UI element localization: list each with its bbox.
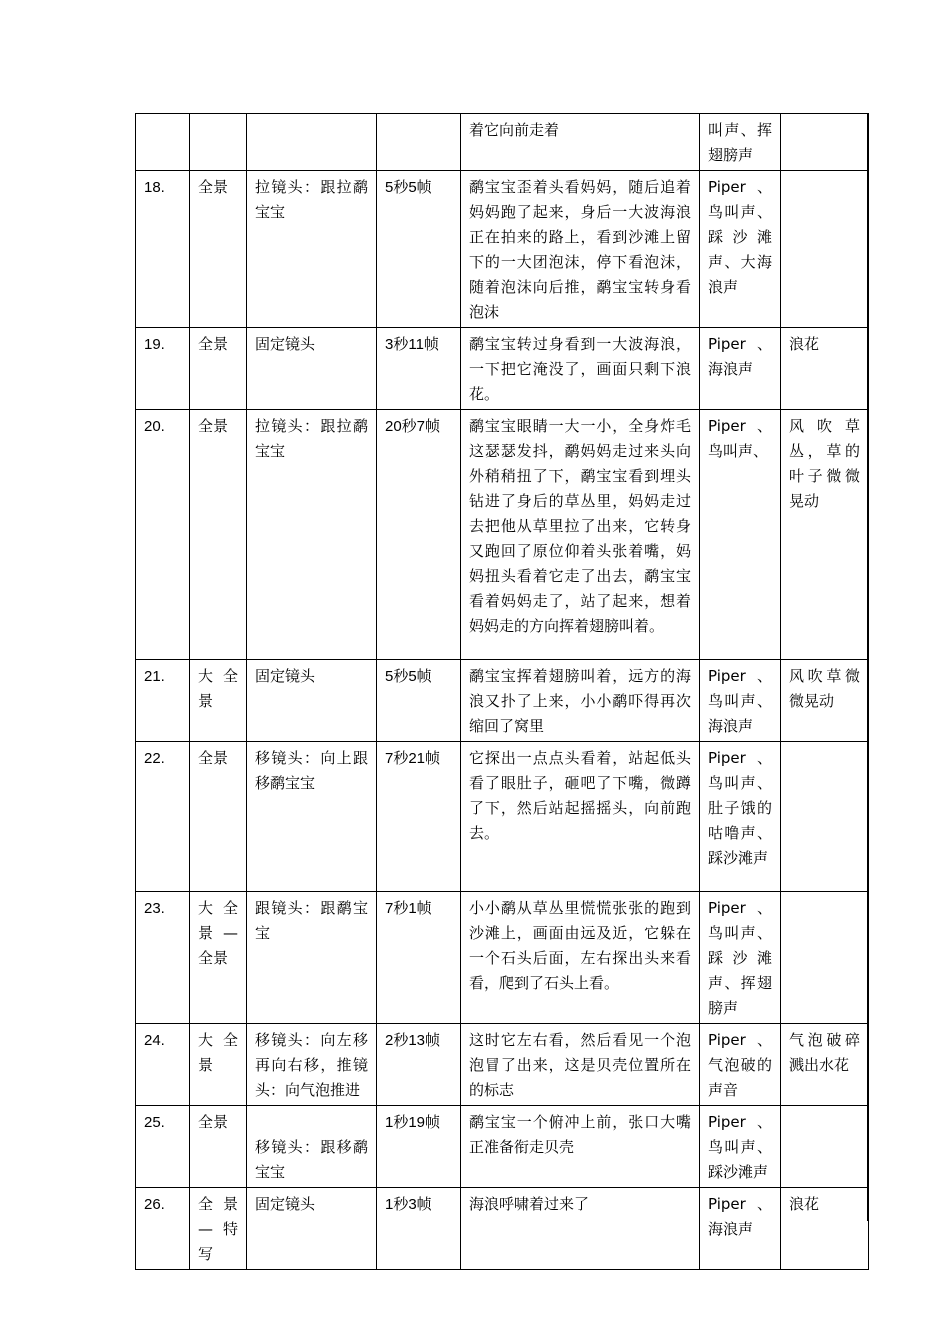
shot-duration: 7秒1帧	[377, 892, 461, 1024]
camera-movement: 拉镜头：跟拉鹬宝宝	[247, 410, 377, 660]
camera-movement: 固定镜头	[247, 1188, 377, 1270]
sound-effects: 叫声、挥翅膀声	[700, 114, 781, 171]
table-outer-border-line	[867, 113, 868, 1221]
camera-movement: 跟镜头：跟鹬宝宝	[247, 892, 377, 1024]
visual-effects: 浪花	[781, 1188, 869, 1270]
shot-duration: 2秒13帧	[377, 1024, 461, 1106]
shot-content: 它探出一点点头看着，站起低头看了眼肚子，砸吧了下嘴，微蹲了下，然后站起摇摇头，向前跑去。	[461, 742, 700, 892]
camera-movement: 移镜头：跟移鹬宝宝	[247, 1106, 377, 1188]
table-row	[136, 742, 869, 892]
sound-effects: Piper、鸟叫声、海浪声	[700, 660, 781, 742]
visual-effects: 风吹草丛，草的叶子微微晃动	[781, 410, 869, 660]
shot-content: 小小鹬从草丛里慌慌张张的跑到沙滩上，画面由远及近，它躲在一个石头后面，左右探出头来看看，爬到了石头上看。	[461, 892, 700, 1024]
shot-number: 22.	[136, 742, 190, 892]
shot-number: 23.	[136, 892, 190, 1024]
scene-size: 全景—特写	[190, 1188, 247, 1270]
shot-content: 鹬宝宝转过身看到一大波海浪，一下把它淹没了，画面只剩下浪花。	[461, 328, 700, 410]
visual-effects: 风吹草微微晃动	[781, 660, 869, 742]
sound-effects: Piper、气泡破的声音	[700, 1024, 781, 1106]
visual-effects	[781, 171, 869, 328]
table-row	[136, 892, 869, 1024]
shot-number: 21.	[136, 660, 190, 742]
table-row	[136, 1106, 869, 1188]
scene-size	[190, 114, 247, 171]
table-row	[136, 1188, 869, 1270]
scene-size: 全景	[190, 410, 247, 660]
sound-effects: Piper、鸟叫声、踩沙滩声、大海浪声	[700, 171, 781, 328]
sound-effects: Piper、鸟叫声、肚子饿的咕噜声、踩沙滩声	[700, 742, 781, 892]
camera-movement: 移镜头：向上跟移鹬宝宝	[247, 742, 377, 892]
shot-number: 26.	[136, 1188, 190, 1270]
shot-number: 24.	[136, 1024, 190, 1106]
camera-movement	[247, 114, 377, 171]
shot-duration: 7秒21帧	[377, 742, 461, 892]
visual-effects	[781, 742, 869, 892]
shot-duration: 3秒11帧	[377, 328, 461, 410]
visual-effects: 气泡破碎溅出水花	[781, 1024, 869, 1106]
camera-movement: 移镜头：向左移再向右移，推镜头：向气泡推进	[247, 1024, 377, 1106]
shot-duration: 5秒5帧	[377, 171, 461, 328]
scene-size: 全景	[190, 328, 247, 410]
sound-effects: Piper、海浪声	[700, 1188, 781, 1270]
table-row	[136, 1024, 869, 1106]
visual-effects: 浪花	[781, 328, 869, 410]
storyboard-table-container	[135, 113, 870, 1270]
shot-duration	[377, 114, 461, 171]
sound-effects: Piper、海浪声	[700, 328, 781, 410]
camera-movement: 拉镜头：跟拉鹬宝宝	[247, 171, 377, 328]
shot-number	[136, 114, 190, 171]
shot-number: 25.	[136, 1106, 190, 1188]
visual-effects	[781, 114, 869, 171]
scene-size: 大全景	[190, 660, 247, 742]
storyboard-body	[136, 114, 869, 1270]
shot-content: 鹬宝宝挥着翅膀叫着，远方的海浪又扑了上来，小小鹬吓得再次缩回了窝里	[461, 660, 700, 742]
scene-size: 全景	[190, 171, 247, 328]
sound-effects: Piper、鸟叫声、踩沙滩声、挥翅膀声	[700, 892, 781, 1024]
visual-effects	[781, 1106, 869, 1188]
shot-content: 海浪呼啸着过来了	[461, 1188, 700, 1270]
shot-content: 鹬宝宝歪着头看妈妈，随后追着妈妈跑了起来，身后一大波海浪正在拍来的路上，看到沙滩上留下的一大团泡沫，停下看泡沫，随着泡沫向后推，鹬宝宝转身看泡沫	[461, 171, 700, 328]
visual-effects	[781, 892, 869, 1024]
scene-size: 全景	[190, 742, 247, 892]
shot-content: 这时它左右看，然后看见一个泡泡冒了出来，这是贝壳位置所在的标志	[461, 1024, 700, 1106]
scene-size: 大全景—全景	[190, 892, 247, 1024]
scene-size: 大全景	[190, 1024, 247, 1106]
shot-duration: 1秒3帧	[377, 1188, 461, 1270]
table-row	[136, 171, 869, 328]
storyboard-table	[135, 113, 869, 1270]
shot-number: 18.	[136, 171, 190, 328]
shot-duration: 1秒19帧	[377, 1106, 461, 1188]
scene-size: 全景	[190, 1106, 247, 1188]
camera-movement: 固定镜头	[247, 328, 377, 410]
shot-duration: 5秒5帧	[377, 660, 461, 742]
shot-number: 20.	[136, 410, 190, 660]
shot-duration: 20秒7帧	[377, 410, 461, 660]
shot-number: 19.	[136, 328, 190, 410]
sound-effects: Piper、鸟叫声、	[700, 410, 781, 660]
table-row	[136, 660, 869, 742]
table-row	[136, 328, 869, 410]
camera-movement: 固定镜头	[247, 660, 377, 742]
shot-content: 鹬宝宝一个俯冲上前，张口大嘴正准备衔走贝壳	[461, 1106, 700, 1188]
table-row	[136, 114, 869, 171]
table-row	[136, 410, 869, 660]
shot-content: 鹬宝宝眼睛一大一小，全身炸毛这瑟瑟发抖，鹬妈妈走过来头向外稍稍扭了下，鹬宝宝看到埋头钻进了身后的草丛里，妈妈走过去把他从草里拉了出来，它转身又跑回了原位仰着头张着嘴，妈妈扭头看着它走了出去，鹬宝宝看着妈妈走了，站了起来，想着妈妈走的方向挥着翅膀叫着。	[461, 410, 700, 660]
sound-effects: Piper、鸟叫声、踩沙滩声	[700, 1106, 781, 1188]
shot-content: 着它向前走着	[461, 114, 700, 171]
